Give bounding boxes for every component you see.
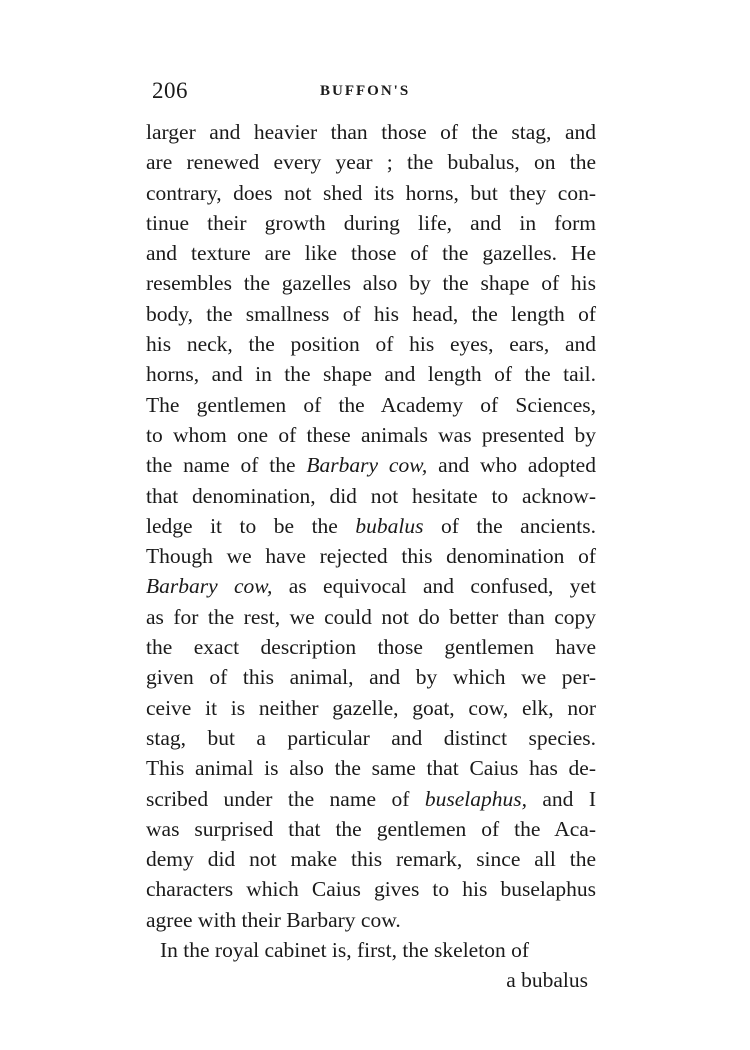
text-line: characters which Caius gives to his buselaphus <box>146 877 596 902</box>
text-line: contrary, does not shed its horns, but they con- <box>146 180 596 205</box>
text-line: larger and heavier than those of the stag, and <box>146 120 596 144</box>
text-line: his neck, the position of his eyes, ears, and <box>146 332 596 357</box>
text-line: ceive it is neither gazelle, goat, cow, elk, nor <box>146 695 596 720</box>
text-line <box>146 784 596 814</box>
italic-term: Barbary cow, <box>306 453 428 478</box>
italic-term: buselaphus, <box>424 786 527 811</box>
text-line: This animal is also the same that Caius has de- <box>146 756 596 781</box>
catchword: a bubalus <box>506 968 588 993</box>
text-segment: ledge it to be the <box>146 513 356 538</box>
page-number: 206 <box>152 78 188 103</box>
text-line: that denomination, did not hesitate to acknow- <box>146 483 596 508</box>
text-line: to whom one of these animals was presented by <box>146 422 596 447</box>
text-segment: the name of the <box>146 453 307 478</box>
text-line: Though we have rejected this denomination of <box>146 544 596 569</box>
text-line: given of this animal, and by which we per- <box>146 665 596 690</box>
text-line: and texture are like those of the gazelles. He <box>146 241 596 266</box>
text-line: In the royal cabinet is, first, the skeleton of <box>160 938 529 963</box>
text-line: resembles the gazelles also by the shape of his <box>146 271 596 296</box>
text-line: agree with their Barbary cow. <box>146 907 401 932</box>
text-segment: scribed under the name of <box>146 786 425 811</box>
text-line <box>146 571 596 601</box>
text-line: the exact description those gentlemen have <box>146 635 596 660</box>
italic-term: bubalus <box>355 513 424 538</box>
text-segment: of the ancients. <box>423 513 596 538</box>
text-line: was surprised that the gentlemen of the Aca- <box>146 816 596 841</box>
text-line <box>146 450 596 480</box>
text-segment: and who adopted <box>427 453 596 478</box>
text-line: are renewed every year ; the bubalus, on the <box>146 150 596 175</box>
body-text <box>146 117 596 996</box>
text-line: horns, and in the shape and length of the tail. <box>146 362 596 387</box>
text-line: demy did not make this remark, since all the <box>146 847 596 872</box>
text-line: tinue their growth during life, and in form <box>146 210 596 235</box>
text-line: stag, but a particular and distinct species. <box>146 725 596 750</box>
page-header <box>152 78 582 108</box>
text-segment: as equivocal and confused, yet <box>272 574 597 599</box>
text-line: The gentlemen of the Academy of Sciences, <box>146 392 596 417</box>
text-line: as for the rest, we could not do better than copy <box>146 604 596 629</box>
running-head: BUFFON'S <box>320 83 411 99</box>
text-line: body, the smallness of his head, the length of <box>146 301 596 326</box>
text-segment: and I <box>526 786 596 811</box>
text-line <box>146 511 596 541</box>
italic-term: Barbary cow, <box>146 574 273 599</box>
